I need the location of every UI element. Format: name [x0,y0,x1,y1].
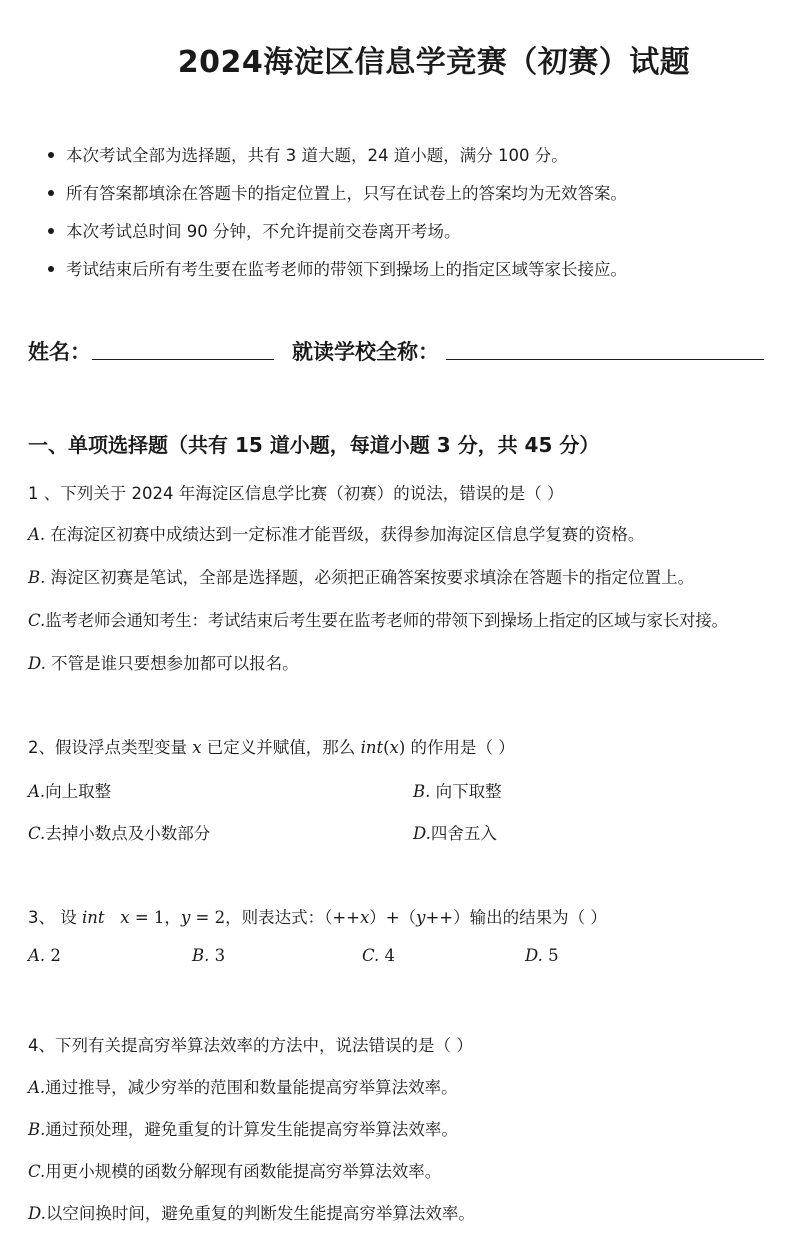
option-letter: C. [362,946,380,965]
option-letter: A. [28,525,46,544]
option-letter: D. [28,1204,46,1223]
stem-text: ++）输出的结果为（ ） [425,908,607,927]
option-text: 监考老师会通知考生：考试结束后考生要在监考老师的带领下到操场上指定的区域与家长对接。 [45,611,728,630]
question-3-stem [28,904,607,928]
question-1-option-b [28,564,694,588]
option-letter: B. [413,782,431,801]
stem-variable: x [359,908,370,927]
bullet-icon [48,266,54,272]
option-letter: D. [525,946,543,965]
notice-text: 考试结束后所有考生要在监考老师的带领下到操场上的指定区域等家长接应。 [66,260,627,279]
stem-paren: ( [383,738,390,757]
notice-item [48,180,627,204]
option-text: 向下取整 [435,782,502,801]
school-label: 就读学校全称： [292,340,439,364]
option-letter: D. [28,654,46,673]
option-letter: A. [28,1078,46,1097]
option-letter: A. [28,946,46,965]
stem-variable: x [192,738,202,757]
bullet-icon [48,228,54,234]
option-letter: D. [413,824,431,843]
stem-variable: x [120,908,130,927]
question-2-stem [28,734,515,758]
question-4-option-c [28,1158,441,1182]
question-3-option-a [28,946,61,965]
question-2-option-d [413,820,497,844]
name-label: 姓名： [28,340,91,364]
notice-text: 本次考试总时间 90 分钟，不允许提前交卷离开考场。 [66,222,461,241]
bullet-icon [48,152,54,158]
notice-text: 所有答案都填涂在答题卡的指定位置上，只写在试卷上的答案均为无效答案。 [66,184,627,203]
question-4-option-b [28,1116,458,1140]
stem-text: ）+（ [369,908,417,927]
name-blank-line [92,359,274,360]
stem-text: 3、 设 [28,908,82,927]
stem-keyword: int [82,908,105,927]
notice-text: 本次考试全部为选择题，共有 3 道大题，24 道小题，满分 100 分。 [66,146,568,165]
option-text: 3 [214,946,226,965]
stem-function: int [360,738,384,757]
question-4-option-a [28,1074,458,1098]
option-text: 在海淀区初赛中成绩达到一定标准才能晋级，获得参加海淀区信息学复赛的资格。 [50,525,645,544]
option-text: 去掉小数点及小数部分 [45,824,211,843]
option-text: 用更小规模的函数分解现有函数能提高穷举算法效率。 [45,1162,442,1181]
option-text: 5 [548,946,559,965]
stem-text: 已定义并赋值，那么 [201,738,361,757]
question-2-option-c [28,820,210,844]
option-letter: C. [28,611,46,630]
question-3-option-b [192,946,225,965]
school-blank-line [446,359,764,360]
option-text: 通过预处理，避免重复的计算发生能提高穷举算法效率。 [45,1120,458,1139]
question-1-stem: 1 、下列关于 2024 年海淀区信息学比赛（初赛）的说法，错误的是（ ） [28,484,564,503]
option-text: 4 [384,946,396,965]
page-title: 2024海淀区信息学竞赛（初赛）试题 [177,45,691,80]
stem-variable: y [416,908,426,927]
question-2-option-b [413,778,502,802]
question-4-option-d [28,1200,475,1224]
question-4-stem: 4、下列有关提高穷举算法效率的方法中，说法错误的是（ ） [28,1036,473,1055]
option-letter: A. [28,782,46,801]
question-1-option-c [28,607,728,631]
option-text: 四舍五入 [430,824,497,843]
question-2-option-a [28,778,111,802]
option-letter: C. [28,1162,46,1181]
option-text: 以空间换时间，避免重复的判断发生能提高穷举算法效率。 [45,1204,475,1223]
stem-variable: y [180,908,191,927]
bullet-icon [48,190,54,196]
stem-text: 的作用是（ ） [405,738,515,757]
option-text: 通过推导，减少穷举的范围和数量能提高穷举算法效率。 [45,1078,458,1097]
notice-item [48,218,461,242]
question-1-option-a [28,521,644,545]
notice-item [48,256,627,280]
option-text: 海淀区初赛是笔试，全部是选择题，必须把正确答案按要求填涂在答题卡的指定位置上。 [50,568,695,587]
stem-text: 2、假设浮点类型变量 [28,738,193,757]
stem-paren: ) [398,738,406,757]
option-text: 2 [50,946,61,965]
section-heading: 一、单项选择题（共有 15 道小题，每道小题 3 分，共 45 分） [28,433,600,457]
stem-text: = 2，则表达式：（++ [190,908,360,927]
stem-text: = 1， [129,908,181,927]
question-1-option-d [28,650,299,674]
question-3-option-c [362,946,395,965]
option-letter: B. [28,568,46,587]
question-3-option-d [525,946,559,965]
option-letter: B. [192,946,210,965]
option-letter: B. [28,1120,46,1139]
option-text: 向上取整 [45,782,112,801]
stem-variable: x [389,738,399,757]
option-letter: C. [28,824,46,843]
option-text: 不管是谁只要想参加都可以报名。 [51,654,299,673]
notice-item [48,142,568,166]
